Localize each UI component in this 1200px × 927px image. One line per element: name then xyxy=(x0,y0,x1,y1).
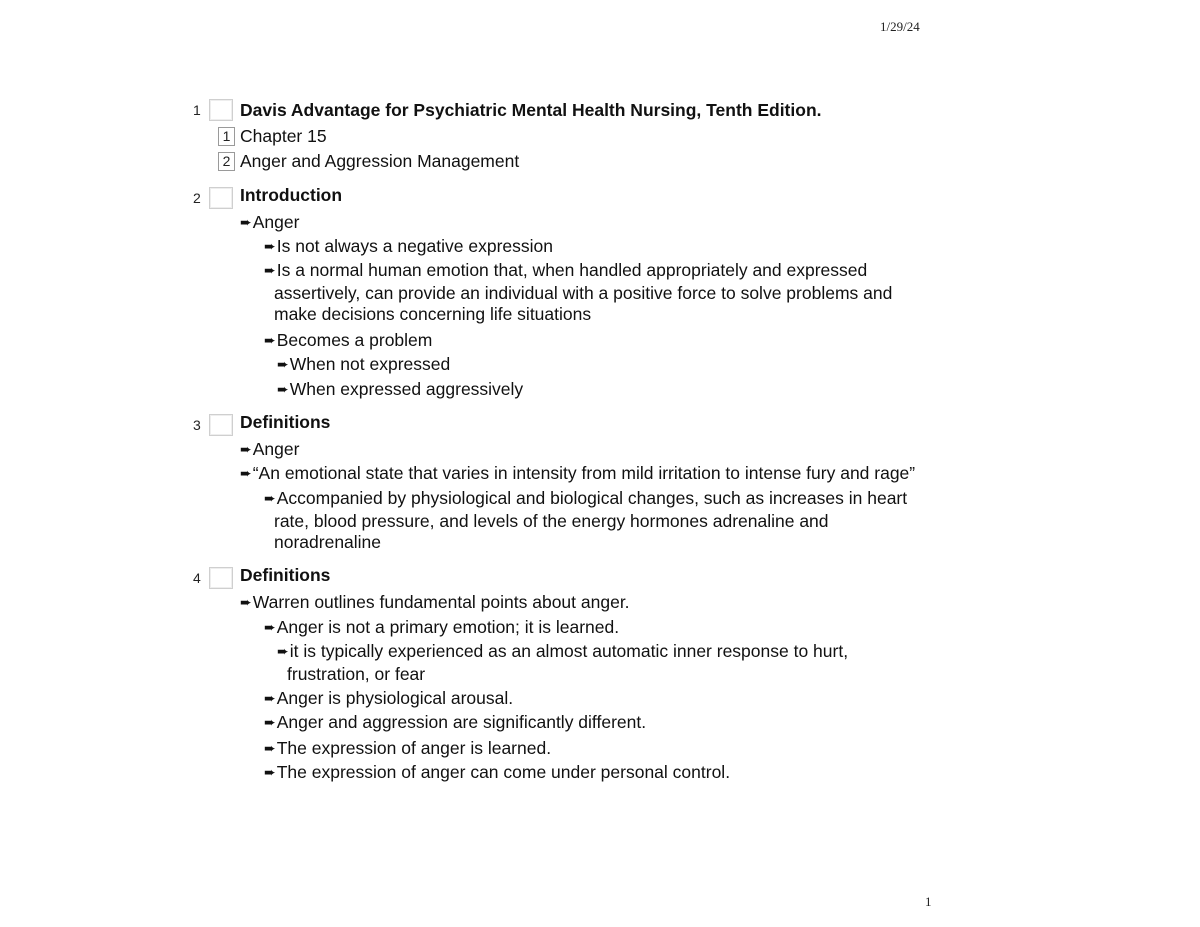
slide-text-line: Anger and Aggression Management xyxy=(240,151,520,171)
arrow-right-icon: ➨ xyxy=(264,263,276,279)
bullet-item: ➨When not expressed xyxy=(277,354,451,374)
bullet-item: ➨Anger xyxy=(240,439,300,459)
arrow-right-icon: ➨ xyxy=(240,442,252,458)
page-number: 1 xyxy=(925,894,932,909)
arrow-right-icon: ➨ xyxy=(240,595,252,611)
page-date: 1/29/24 xyxy=(880,19,920,34)
slide-thumbnail-icon xyxy=(209,187,233,209)
bullet-item: ➨Warren outlines fundamental points about anger. xyxy=(240,592,630,612)
arrow-right-icon: ➨ xyxy=(264,765,276,781)
bullet-continuation: rate, blood pressure, and levels of the energy hormones adrenaline and xyxy=(274,511,829,531)
bullet-item: ➨Accompanied by physiological and biological changes, such as increases in heart xyxy=(264,488,908,508)
bullet-item: ➨it is typically experienced as an almost automatic inner response to hurt, xyxy=(277,641,849,661)
bullet-item: ➨The expression of anger can come under personal control. xyxy=(264,762,731,782)
bullet-item: ➨“An emotional state that varies in intensity from mild irritation to intense fury and rage” xyxy=(240,463,916,483)
slide-title: Introduction xyxy=(240,185,343,205)
bullet-item: ➨Anger is physiological arousal. xyxy=(264,688,514,708)
arrow-right-icon: ➨ xyxy=(240,215,252,231)
arrow-right-icon: ➨ xyxy=(264,491,276,507)
arrow-right-icon: ➨ xyxy=(264,715,276,731)
bullet-item: ➨When expressed aggressively xyxy=(277,379,524,399)
slide-number: 1 xyxy=(193,102,201,118)
bullet-item: ➨Anger xyxy=(240,212,300,232)
slide-thumbnail-icon xyxy=(209,414,233,436)
bullet-continuation: make decisions concerning life situations xyxy=(274,304,592,324)
bullet-item: ➨Is not always a negative expression xyxy=(264,236,554,256)
slide-number: 3 xyxy=(193,417,201,433)
bullet-continuation: frustration, or fear xyxy=(287,664,426,684)
bullet-item: ➨Anger is not a primary emotion; it is learned. xyxy=(264,617,620,637)
arrow-right-icon: ➨ xyxy=(264,620,276,636)
slide-number: 4 xyxy=(193,570,201,586)
slide-text-line: Chapter 15 xyxy=(240,126,327,146)
slide-number: 2 xyxy=(193,190,201,206)
sub-item-number: 2 xyxy=(218,152,235,171)
arrow-right-icon: ➨ xyxy=(264,691,276,707)
slide-title: Definitions xyxy=(240,565,331,585)
bullet-continuation: noradrenaline xyxy=(274,532,382,552)
arrow-right-icon: ➨ xyxy=(277,644,289,660)
arrow-right-icon: ➨ xyxy=(240,466,252,482)
bullet-item: ➨Is a normal human emotion that, when handled appropriately and expressed xyxy=(264,260,868,280)
slide-title: Davis Advantage for Psychiatric Mental Health Nursing, Tenth Edition. xyxy=(240,100,822,120)
arrow-right-icon: ➨ xyxy=(277,357,289,373)
arrow-right-icon: ➨ xyxy=(264,741,276,757)
slide-title: Definitions xyxy=(240,412,331,432)
bullet-continuation: assertively, can provide an individual with a positive force to solve problems and xyxy=(274,283,893,303)
bullet-item: ➨Becomes a problem xyxy=(264,330,433,350)
bullet-item: ➨Anger and aggression are significantly different. xyxy=(264,712,647,732)
sub-item-number: 1 xyxy=(218,127,235,146)
bullet-item: ➨The expression of anger is learned. xyxy=(264,738,552,758)
slide-thumbnail-icon xyxy=(209,567,233,589)
slide-thumbnail-icon xyxy=(209,99,233,121)
arrow-right-icon: ➨ xyxy=(264,239,276,255)
arrow-right-icon: ➨ xyxy=(277,382,289,398)
arrow-right-icon: ➨ xyxy=(264,333,276,349)
